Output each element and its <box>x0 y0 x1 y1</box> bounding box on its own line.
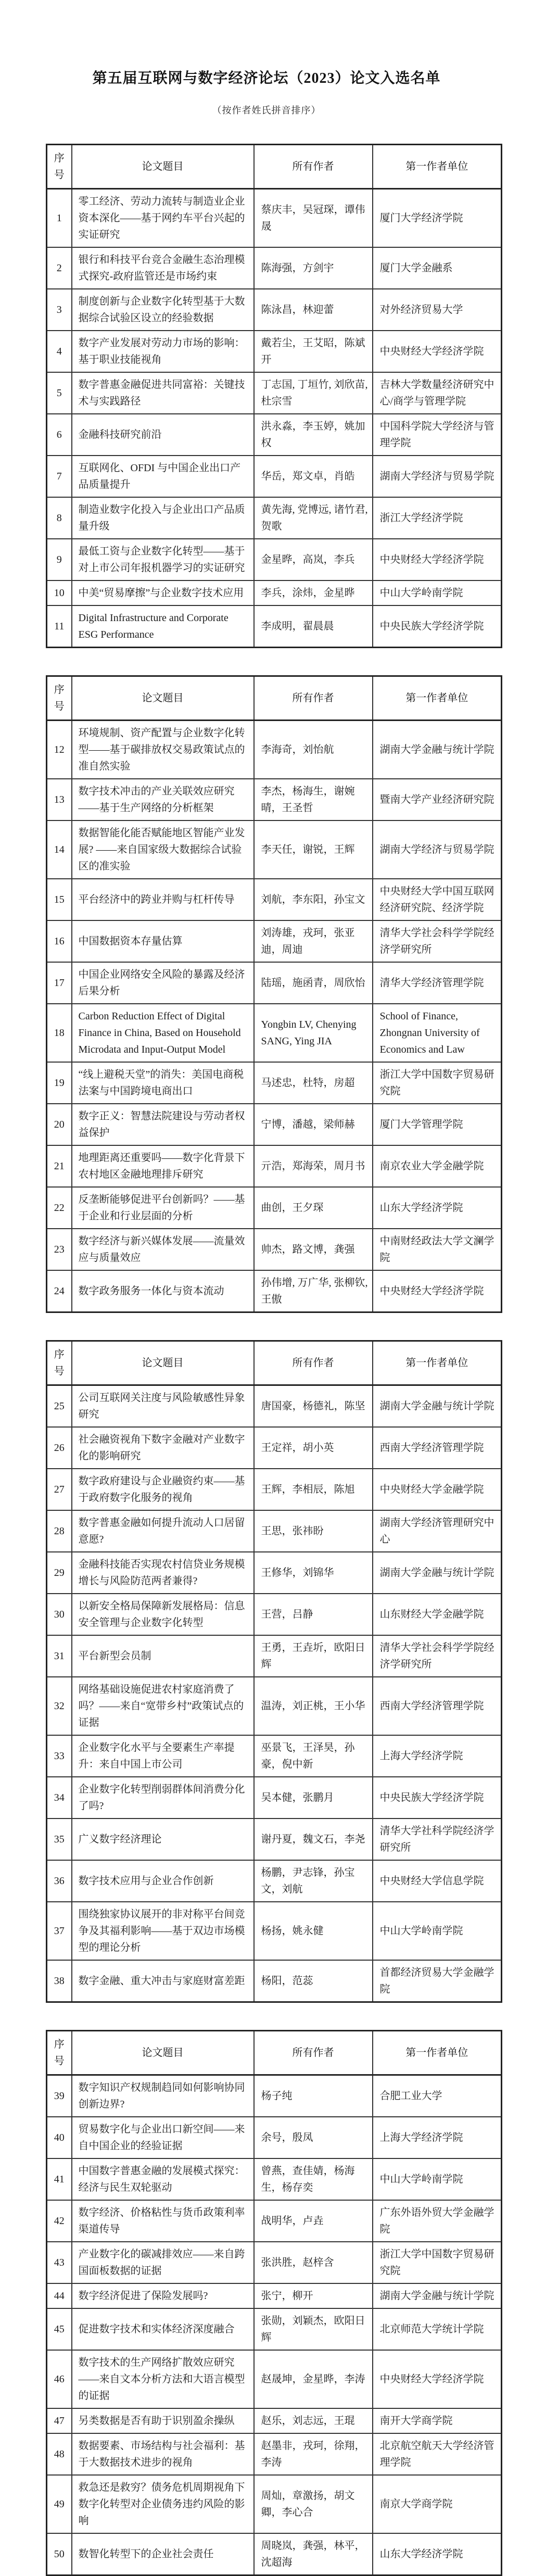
paper-affiliation-cell: 清华大学社会科学学院经济学研究所 <box>373 1635 502 1677</box>
paper-authors-cell: 陈海强，方剑宇 <box>254 247 373 289</box>
paper-affiliation-cell: 广东外语外贸大学金融学院 <box>373 2200 502 2242</box>
paper-authors-cell: 张勋，刘颖杰，欧阳日辉 <box>254 2308 373 2350</box>
paper-authors-cell: 洪永淼，李玉婷，姚加权 <box>254 414 373 456</box>
paper-index-cell: 9 <box>47 539 72 580</box>
paper-affiliation-cell: 中央财经大学经济学院 <box>373 1270 502 1312</box>
paper-index-cell: 43 <box>47 2242 72 2283</box>
paper-index-cell: 25 <box>47 1385 72 1428</box>
paper-authors-cell: 吴本健，张鹏月 <box>254 1777 373 1819</box>
paper-row <box>47 2433 502 2475</box>
paper-affiliation-cell: 湖南大学经济管理研究中心 <box>373 1510 502 1552</box>
paper-index-cell: 13 <box>47 779 72 820</box>
paper-row <box>47 1819 502 1860</box>
paper-title-cell: 数据要素、市场结构与社会福利：基于大数据技术进步的视角 <box>72 2433 254 2475</box>
paper-affiliation-cell: 南京大学商学院 <box>373 2475 502 2533</box>
paper-affiliation-cell: 南开大学商学院 <box>373 2408 502 2433</box>
paper-index-cell: 6 <box>47 414 72 456</box>
paper-title-cell: 制造业数字化投入与企业出口产品质量升级 <box>72 497 254 539</box>
paper-affiliation-cell: 中央财经大学金融学院 <box>373 1469 502 1510</box>
paper-authors-cell: 曲创，王夕琛 <box>254 1187 373 1229</box>
paper-affiliation-cell: 中山大学岭南学院 <box>373 2158 502 2200</box>
paper-row <box>47 289 502 331</box>
paper-index-cell: 31 <box>47 1635 72 1677</box>
paper-title-cell: 数字经济、价格粘性与货币政策利率渠道传导 <box>72 2200 254 2242</box>
paper-affiliation-cell: 吉林大学数量经济研究中心/商学与管理学院 <box>373 372 502 414</box>
paper-row <box>47 1777 502 1819</box>
paper-affiliation-cell: 清华大学社会科学学院经济学研究所 <box>373 920 502 962</box>
paper-title-cell: 产业数字化的碳减排效应——来自跨国面板数据的证据 <box>72 2242 254 2283</box>
paper-row <box>47 1145 502 1187</box>
paper-index-cell: 21 <box>47 1145 72 1187</box>
paper-affiliation-cell: 湖南大学金融与统计学院 <box>373 721 502 779</box>
paper-title-cell: 数字知识产权规制趋同如何影响协同创新边界? <box>72 2075 254 2117</box>
paper-title-cell: 围绕独家协议展开的非对称平台间竞争及其福利影响——基于双边市场模型的理论分析 <box>72 1902 254 1960</box>
paper-authors-cell: 战明华，卢垚 <box>254 2200 373 2242</box>
paper-index-cell: 45 <box>47 2308 72 2350</box>
paper-authors-cell: 王营，吕静 <box>254 1594 373 1635</box>
table-header-row <box>47 676 502 721</box>
page-title: 第五届互联网与数字经济论坛（2023）论文入选名单 <box>92 70 441 86</box>
column-header-title: 论文题目 <box>72 145 254 189</box>
paper-affiliation-cell: 湖南大学金融与统计学院 <box>373 2283 502 2308</box>
paper-authors-cell: 刘涛雄，戎珂，张亚迪，周迪 <box>254 920 373 962</box>
paper-authors-cell: 亓浩，郑海荣，周月书 <box>254 1145 373 1187</box>
paper-row <box>47 331 502 372</box>
paper-title-cell: 中国数据资本存量估算 <box>72 920 254 962</box>
paper-index-cell: 20 <box>47 1104 72 1145</box>
paper-title-cell: 银行和科技平台竞合金融生态治理模式探究-政府监管还是市场约束 <box>72 247 254 289</box>
papers-table-section-1 <box>46 144 502 648</box>
paper-index-cell: 4 <box>47 331 72 372</box>
column-header-affiliation: 第一作者单位 <box>373 2031 502 2075</box>
paper-row <box>47 189 502 248</box>
paper-authors-cell: 王勇，王垚圻，欧阳日辉 <box>254 1635 373 1677</box>
paper-row <box>47 1004 502 1062</box>
paper-affiliation-cell: 浙江大学中国数字贸易研究院 <box>373 1062 502 1104</box>
paper-authors-cell: 帅杰，路文博，龚强 <box>254 1229 373 1270</box>
paper-authors-cell: 周晓岚，龚强，林平，沈超海 <box>254 2533 373 2575</box>
paper-affiliation-cell: 中央民族大学经济学院 <box>373 605 502 648</box>
paper-authors-cell: 金星晔，高岚，李兵 <box>254 539 373 580</box>
paper-row <box>47 1427 502 1469</box>
paper-authors-cell: 张洪胜，赵梓含 <box>254 2242 373 2283</box>
paper-authors-cell: 杨扬，姚永健 <box>254 1902 373 1960</box>
paper-index-cell: 34 <box>47 1777 72 1819</box>
paper-index-cell: 17 <box>47 962 72 1004</box>
paper-row <box>47 2283 502 2308</box>
paper-index-cell: 5 <box>47 372 72 414</box>
paper-authors-cell: 杨鹏，尹志锋，孙宝文，刘航 <box>254 1860 373 1902</box>
column-header-index: 序号 <box>47 145 72 189</box>
paper-row <box>47 2350 502 2408</box>
paper-title-cell: 互联网化、OFDI 与中国企业出口产品质量提升 <box>72 456 254 497</box>
paper-affiliation-cell: 北京师范大学统计学院 <box>373 2308 502 2350</box>
paper-row <box>47 779 502 820</box>
paper-authors-cell: 马述忠，杜特，房超 <box>254 1062 373 1104</box>
page-subtitle: （按作者姓氏拼音排序） <box>212 105 321 116</box>
paper-authors-cell: 李天任，谢锐，王辉 <box>254 820 373 879</box>
paper-index-cell: 19 <box>47 1062 72 1104</box>
paper-title-cell: 数字技术冲击的产业关联效应研究——基于生产网络的分析框架 <box>72 779 254 820</box>
paper-authors-cell: 张宁，柳开 <box>254 2283 373 2308</box>
paper-row <box>47 2075 502 2117</box>
paper-title-cell: “线上避税天堂”的消失：美国电商税法案与中国跨境电商出口 <box>72 1062 254 1104</box>
paper-title-cell: 数字产业发展对劳动力市场的影响：基于职业技能视角 <box>72 331 254 372</box>
paper-authors-cell: 巫景飞，王泽昊，孙豪，倪中新 <box>254 1735 373 1777</box>
paper-authors-cell: 李成明，翟晨晨 <box>254 605 373 648</box>
paper-affiliation-cell: 湖南大学金融与统计学院 <box>373 1385 502 1428</box>
paper-index-cell: 26 <box>47 1427 72 1469</box>
paper-title-cell: 地理距离还重要吗——数字化背景下农村地区金融地理排斥研究 <box>72 1145 254 1187</box>
paper-title-cell: 平台新型会员制 <box>72 1635 254 1677</box>
paper-affiliation-cell: 山东大学经济学院 <box>373 1187 502 1229</box>
paper-title-cell: Carbon Reduction Effect of Digital Finance in China, Based on Household Microdata and Input-Output Model <box>72 1004 254 1062</box>
paper-row <box>47 1594 502 1635</box>
paper-title-cell: 贸易数字化与企业出口新空间——来自中国企业的经验证据 <box>72 2117 254 2158</box>
paper-title-cell: 以新安全格局保障新发展格局：信息安全管理与企业数字化转型 <box>72 1594 254 1635</box>
paper-index-cell: 37 <box>47 1902 72 1960</box>
paper-affiliation-cell: 浙江大学经济学院 <box>373 497 502 539</box>
paper-index-cell: 32 <box>47 1677 72 1735</box>
paper-row <box>47 1677 502 1735</box>
paper-index-cell: 8 <box>47 497 72 539</box>
column-header-authors: 所有作者 <box>254 145 373 189</box>
paper-title-cell: 制度创新与企业数字化转型基于大数据综合试验区设立的经验数据 <box>72 289 254 331</box>
paper-title-cell: 数字经济与新兴媒体发展——流量效应与质量效应 <box>72 1229 254 1270</box>
paper-title-cell: 公司互联网关注度与风险敏感性异象研究 <box>72 1385 254 1428</box>
paper-title-cell: 社会融资视角下数字金融对产业数字化的影响研究 <box>72 1427 254 1469</box>
paper-row <box>47 456 502 497</box>
paper-index-cell: 11 <box>47 605 72 648</box>
paper-title-cell: 救急还是救穷？债务危机周期视角下数字化转型对企业债务违约风险的影响 <box>72 2475 254 2533</box>
paper-index-cell: 48 <box>47 2433 72 2475</box>
paper-authors-cell: 陆瑶，施函青，周欣怡 <box>254 962 373 1004</box>
paper-index-cell: 44 <box>47 2283 72 2308</box>
column-header-title: 论文题目 <box>72 2031 254 2075</box>
paper-title-cell: 网络基础设施促进农村家庭消费了吗？——来自“宽带乡村”政策试点的证据 <box>72 1677 254 1735</box>
paper-title-cell: 数字正义：智慧法院建设与劳动者权益保护 <box>72 1104 254 1145</box>
paper-row <box>47 721 502 779</box>
paper-index-cell: 30 <box>47 1594 72 1635</box>
paper-row <box>47 2533 502 2575</box>
paper-row <box>47 1860 502 1902</box>
paper-row <box>47 1229 502 1270</box>
paper-index-cell: 7 <box>47 456 72 497</box>
paper-affiliation-cell: 中山大学岭南学院 <box>373 580 502 605</box>
paper-title-cell: 中国企业网络安全风险的暴露及经济后果分析 <box>72 962 254 1004</box>
paper-affiliation-cell: 清华大学社科学院经济学研究所 <box>373 1819 502 1860</box>
paper-title-cell: 数据智能化能否赋能地区智能产业发展? ——来自国家级大数据综合试验区的准实验 <box>72 820 254 879</box>
paper-index-cell: 22 <box>47 1187 72 1229</box>
paper-row <box>47 1385 502 1428</box>
paper-row <box>47 2200 502 2242</box>
paper-authors-cell: 王思，张祎盼 <box>254 1510 373 1552</box>
paper-title-cell: 金融科技能否实现农村信贷业务规模增长与风险防范两者兼得? <box>72 1552 254 1594</box>
paper-row <box>47 1635 502 1677</box>
paper-authors-cell: 李海奇，刘怡航 <box>254 721 373 779</box>
paper-affiliation-cell: 山东大学经济学院 <box>373 2533 502 2575</box>
column-header-index: 序号 <box>47 676 72 721</box>
paper-tables-host <box>0 144 533 2576</box>
paper-index-cell: 10 <box>47 580 72 605</box>
paper-row <box>47 1510 502 1552</box>
paper-title-cell: 数字金融、重大冲击与家庭财富差距 <box>72 1960 254 2002</box>
paper-affiliation-cell: 上海大学经济学院 <box>373 1735 502 1777</box>
paper-index-cell: 12 <box>47 721 72 779</box>
paper-title-cell: 数字技术应用与企业合作创新 <box>72 1860 254 1902</box>
paper-title-cell: 数字政务服务一体化与资本流动 <box>72 1270 254 1312</box>
paper-index-cell: 40 <box>47 2117 72 2158</box>
paper-index-cell: 14 <box>47 820 72 879</box>
paper-authors-cell: 温涛，刘正桃，王小华 <box>254 1677 373 1735</box>
paper-row <box>47 1552 502 1594</box>
paper-authors-cell: 王定祥，胡小英 <box>254 1427 373 1469</box>
paper-index-cell: 15 <box>47 879 72 920</box>
paper-authors-cell: 余号，殷凤 <box>254 2117 373 2158</box>
column-header-index: 序号 <box>47 2031 72 2075</box>
paper-row <box>47 2475 502 2533</box>
paper-affiliation-cell: 浙江大学中国数字贸易研究院 <box>373 2242 502 2283</box>
paper-row <box>47 539 502 580</box>
paper-row <box>47 2308 502 2350</box>
paper-authors-cell: 赵晟坤，金星晔，李涛 <box>254 2350 373 2408</box>
paper-affiliation-cell: 山东财经大学金融学院 <box>373 1594 502 1635</box>
paper-row <box>47 962 502 1004</box>
paper-index-cell: 3 <box>47 289 72 331</box>
paper-title-cell: 企业数字化水平与全要素生产率提升：来自中国上市公司 <box>72 1735 254 1777</box>
paper-affiliation-cell: 南京农业大学金融学院 <box>373 1145 502 1187</box>
papers-table-section-2 <box>46 675 502 1313</box>
paper-affiliation-cell: 厦门大学经济学院 <box>373 189 502 248</box>
paper-index-cell: 39 <box>47 2075 72 2117</box>
column-header-authors: 所有作者 <box>254 1341 373 1385</box>
paper-index-cell: 18 <box>47 1004 72 1062</box>
paper-affiliation-cell: 中央财经大学信息学院 <box>373 1860 502 1902</box>
paper-index-cell: 50 <box>47 2533 72 2575</box>
paper-row <box>47 1469 502 1510</box>
paper-authors-cell: 孙伟增, 万广华, 张柳钦, 王傲 <box>254 1270 373 1312</box>
paper-index-cell: 49 <box>47 2475 72 2533</box>
paper-title-cell: 数字普惠金融如何提升流动人口居留意愿? <box>72 1510 254 1552</box>
paper-affiliation-cell: 中央财经大学经济学院 <box>373 331 502 372</box>
paper-affiliation-cell: 中国科学院大学经济与管理学院 <box>373 414 502 456</box>
paper-title-cell: 促进数字技术和实体经济深度融合 <box>72 2308 254 2350</box>
paper-index-cell: 23 <box>47 1229 72 1270</box>
paper-affiliation-cell: 暨南大学产业经济研究院 <box>373 779 502 820</box>
paper-authors-cell: 赵乐，刘志远，王琨 <box>254 2408 373 2433</box>
papers-table-section-3 <box>46 1340 502 2003</box>
paper-title-cell: 数字普惠金融促进共同富裕：关键技术与实践路径 <box>72 372 254 414</box>
paper-authors-cell: 丁志国, 丁垣竹, 刘欣苗, 杜宗雪 <box>254 372 373 414</box>
paper-title-cell: 中美“贸易摩擦”与企业数字技术应用 <box>72 580 254 605</box>
paper-index-cell: 41 <box>47 2158 72 2200</box>
paper-row <box>47 879 502 920</box>
paper-row <box>47 1902 502 1960</box>
paper-index-cell: 24 <box>47 1270 72 1312</box>
paper-title-cell: 最低工资与企业数字化转型——基于对上市公司年报机器学习的实证研究 <box>72 539 254 580</box>
paper-title-cell: 反垄断能够促进平台创新吗？——基于企业和行业层面的分析 <box>72 1187 254 1229</box>
paper-affiliation-cell: 上海大学经济学院 <box>373 2117 502 2158</box>
paper-authors-cell: 李兵，涂炜，金星晔 <box>254 580 373 605</box>
paper-authors-cell: 刘航，李东阳，孙宝文 <box>254 879 373 920</box>
paper-index-cell: 29 <box>47 1552 72 1594</box>
paper-row <box>47 920 502 962</box>
paper-row <box>47 497 502 539</box>
paper-authors-cell: 赵墨非，戎珂，徐翔，李涛 <box>254 2433 373 2475</box>
paper-row <box>47 2408 502 2433</box>
paper-affiliation-cell: 湖南大学经济与贸易学院 <box>373 820 502 879</box>
paper-index-cell: 42 <box>47 2200 72 2242</box>
paper-affiliation-cell: 合肥工业大学 <box>373 2075 502 2117</box>
paper-row <box>47 820 502 879</box>
column-header-affiliation: 第一作者单位 <box>373 1341 502 1385</box>
paper-authors-cell: 蔡庆丰，吴冠琛，谭伟晟 <box>254 189 373 248</box>
column-header-title: 论文题目 <box>72 676 254 721</box>
paper-authors-cell: 谢丹夏，魏文石，李尧 <box>254 1819 373 1860</box>
paper-title-cell: 数智化转型下的企业社会责任 <box>72 2533 254 2575</box>
paper-authors-cell: 唐国豪，杨德礼，陈坚 <box>254 1385 373 1428</box>
paper-index-cell: 46 <box>47 2350 72 2408</box>
paper-affiliation-cell: 中央民族大学经济学院 <box>373 1777 502 1819</box>
table-header-row <box>47 2031 502 2075</box>
paper-affiliation-cell: 中央财经大学经济学院 <box>373 539 502 580</box>
paper-title-cell: 广义数字经济理论 <box>72 1819 254 1860</box>
paper-row <box>47 372 502 414</box>
paper-row <box>47 1735 502 1777</box>
paper-affiliation-cell: 清华大学经济管理学院 <box>373 962 502 1004</box>
paper-authors-cell: 李杰，杨海生，谢婉晴，王圣哲 <box>254 779 373 820</box>
paper-row <box>47 2242 502 2283</box>
paper-authors-cell: 黄先海, 党博远, 诸竹君, 贺歌 <box>254 497 373 539</box>
table-header-row <box>47 145 502 189</box>
paper-index-cell: 2 <box>47 247 72 289</box>
paper-row <box>47 2117 502 2158</box>
paper-row <box>47 605 502 648</box>
paper-title-cell: 数字经济促进了保险发展吗? <box>72 2283 254 2308</box>
paper-affiliation-cell: 首都经济贸易大学金融学院 <box>373 1960 502 2002</box>
paper-affiliation-cell: 湖南大学经济与贸易学院 <box>373 456 502 497</box>
paper-affiliation-cell: 厦门大学金融系 <box>373 247 502 289</box>
paper-index-cell: 1 <box>47 189 72 248</box>
column-header-authors: 所有作者 <box>254 676 373 721</box>
paper-index-cell: 28 <box>47 1510 72 1552</box>
paper-title-cell: 企业数字化转型削弱群体间消费分化了吗? <box>72 1777 254 1819</box>
paper-row <box>47 1062 502 1104</box>
paper-authors-cell: 宁博，潘越，梁师赫 <box>254 1104 373 1145</box>
paper-authors-cell: 陈泳昌，林迎蕾 <box>254 289 373 331</box>
paper-title-cell: Digital Infrastructure and Corporate ESG Performance <box>72 605 254 648</box>
paper-row <box>47 580 502 605</box>
column-header-affiliation: 第一作者单位 <box>373 676 502 721</box>
paper-title-cell: 中国数字普惠金融的发展模式探究：经济与民生双轮驱动 <box>72 2158 254 2200</box>
column-header-index: 序号 <box>47 1341 72 1385</box>
paper-row <box>47 247 502 289</box>
paper-index-cell: 16 <box>47 920 72 962</box>
paper-row <box>47 1270 502 1312</box>
paper-title-cell: 平台经济中的跨业并购与杠杆传导 <box>72 879 254 920</box>
paper-row <box>47 1104 502 1145</box>
paper-title-cell: 数字政府建设与企业融资约束——基于政府数字化服务的视角 <box>72 1469 254 1510</box>
paper-authors-cell: Yongbin LV, Chenying SANG, Ying JIA <box>254 1004 373 1062</box>
paper-index-cell: 27 <box>47 1469 72 1510</box>
paper-index-cell: 35 <box>47 1819 72 1860</box>
column-header-affiliation: 第一作者单位 <box>373 145 502 189</box>
paper-title-cell: 另类数据是否有助于识别盈余操纵 <box>72 2408 254 2433</box>
column-header-authors: 所有作者 <box>254 2031 373 2075</box>
paper-authors-cell: 杨子纯 <box>254 2075 373 2117</box>
paper-authors-cell: 周灿，章激扬，胡文卿，李心合 <box>254 2475 373 2533</box>
paper-row <box>47 2158 502 2200</box>
paper-index-cell: 36 <box>47 1860 72 1902</box>
paper-row <box>47 414 502 456</box>
paper-index-cell: 33 <box>47 1735 72 1777</box>
paper-authors-cell: 戴若尘，王艾昭，陈斌开 <box>254 331 373 372</box>
paper-affiliation-cell: 北京航空航天大学经济管理学院 <box>373 2433 502 2475</box>
paper-title-cell: 环境规制、资产配置与企业数字化转型——基于碳排放权交易政策试点的准自然实验 <box>72 721 254 779</box>
paper-authors-cell: 华岳，郑文卓，肖皓 <box>254 456 373 497</box>
paper-title-cell: 数字技术的生产网络扩散效应研究——来自文本分析方法和大语言模型的证据 <box>72 2350 254 2408</box>
paper-authors-cell: 王修华，刘锦华 <box>254 1552 373 1594</box>
paper-authors-cell: 杨阳，范蕊 <box>254 1960 373 2002</box>
paper-affiliation-cell: School of Finance, Zhongnan University of Economics and Law <box>373 1004 502 1062</box>
column-header-title: 论文题目 <box>72 1341 254 1385</box>
paper-row <box>47 1187 502 1229</box>
paper-affiliation-cell: 对外经济贸易大学 <box>373 289 502 331</box>
paper-title-cell: 零工经济、劳动力流转与制造业企业资本深化——基于网约车平台兴起的实证研究 <box>72 189 254 248</box>
table-header-row <box>47 1341 502 1385</box>
papers-table-section-4 <box>46 2030 502 2576</box>
paper-affiliation-cell: 湖南大学金融与统计学院 <box>373 1552 502 1594</box>
paper-affiliation-cell: 西南大学经济管理学院 <box>373 1427 502 1469</box>
paper-index-cell: 38 <box>47 1960 72 2002</box>
paper-authors-cell: 曾燕，查佳婧，杨海生，杨存奕 <box>254 2158 373 2200</box>
paper-index-cell: 47 <box>47 2408 72 2433</box>
paper-affiliation-cell: 西南大学经济管理学院 <box>373 1677 502 1735</box>
paper-affiliation-cell: 厦门大学管理学院 <box>373 1104 502 1145</box>
paper-row <box>47 1960 502 2002</box>
paper-affiliation-cell: 中南财经政法大学文澜学院 <box>373 1229 502 1270</box>
paper-affiliation-cell: 中央财经大学经济学院 <box>373 2350 502 2408</box>
paper-authors-cell: 王辉，李相辰，陈旭 <box>254 1469 373 1510</box>
paper-affiliation-cell: 中央财经大学中国互联网经济研究院、经济学院 <box>373 879 502 920</box>
paper-affiliation-cell: 中山大学岭南学院 <box>373 1902 502 1960</box>
paper-title-cell: 金融科技研究前沿 <box>72 414 254 456</box>
